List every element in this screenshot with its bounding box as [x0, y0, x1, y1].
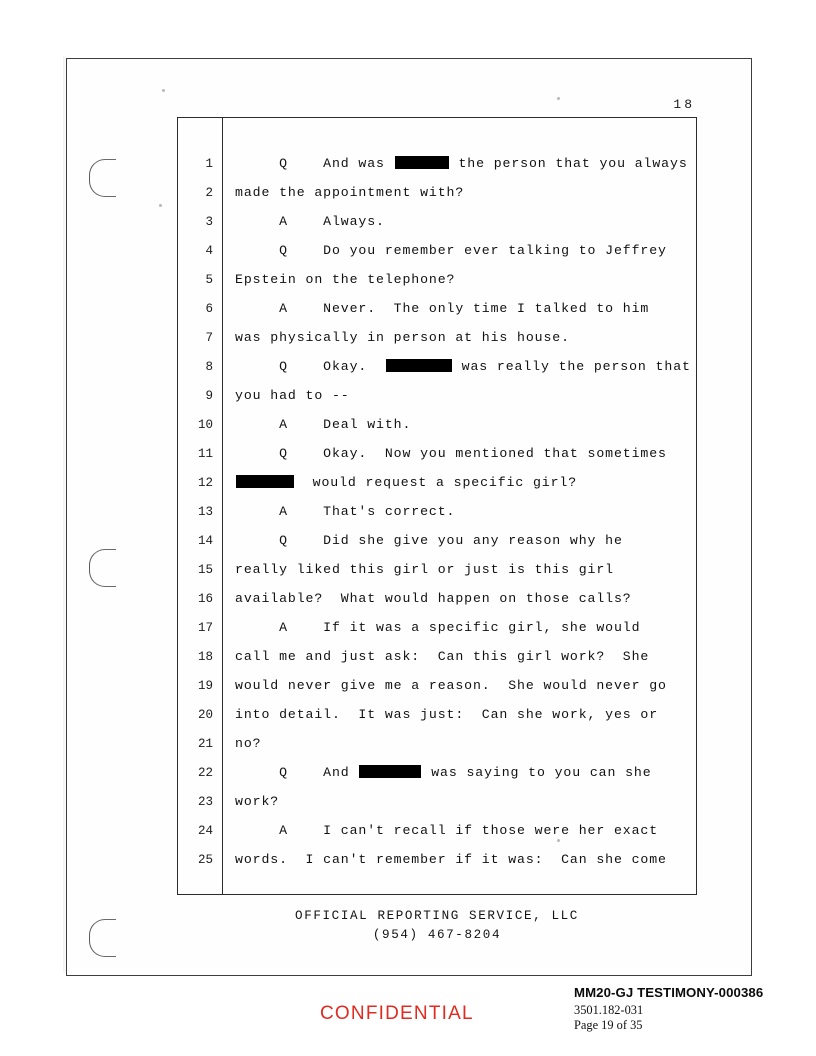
- transcript-line: [178, 185, 696, 214]
- line-number: 16: [197, 592, 213, 606]
- reporter-name: OFFICIAL REPORTING SERVICE, LLC: [295, 909, 579, 923]
- transcript-line: [178, 736, 696, 765]
- line-text: A Deal with.: [235, 417, 412, 432]
- scan-speck: [557, 97, 560, 100]
- transcript-line: [178, 475, 696, 504]
- line-number: 21: [197, 737, 213, 751]
- transcript-line: [178, 446, 696, 475]
- transcript-line: [178, 649, 696, 678]
- line-text: Q And was the person that you always: [235, 156, 688, 171]
- line-number: 23: [197, 795, 213, 809]
- transcript-line: [178, 214, 696, 243]
- transcript-lines: [178, 156, 696, 881]
- line-text: really liked this girl or just is this girl: [235, 562, 614, 577]
- line-text: A That's correct.: [235, 504, 456, 519]
- line-text: no?: [235, 736, 262, 751]
- transcript-line: [178, 678, 696, 707]
- exhibit-number: 3501.182-031: [574, 1003, 644, 1017]
- line-number: 13: [197, 505, 213, 519]
- line-number: 24: [197, 824, 213, 838]
- transcript-line: [178, 417, 696, 446]
- line-text: would never give me a reason. She would never go: [235, 678, 667, 693]
- line-text: Q Okay. Now you mentioned that sometimes: [235, 446, 667, 461]
- transcript-line: [178, 156, 696, 185]
- line-number: 17: [197, 621, 213, 635]
- line-number: 10: [197, 418, 213, 432]
- line-number: 9: [205, 389, 213, 403]
- transcript-line: [178, 504, 696, 533]
- line-number: 4: [205, 244, 213, 258]
- transcript-line: [178, 823, 696, 852]
- line-number: 22: [197, 766, 213, 780]
- transcript-line: [178, 301, 696, 330]
- confidential-stamp: CONFIDENTIAL: [320, 1003, 474, 1024]
- line-text: A Never. The only time I talked to him: [235, 301, 650, 316]
- line-text: Epstein on the telephone?: [235, 272, 456, 287]
- transcript-line: [178, 533, 696, 562]
- transcript-line: [178, 852, 696, 881]
- transcript-line: [178, 591, 696, 620]
- line-text: you had to --: [235, 388, 350, 403]
- line-number: 18: [197, 650, 213, 664]
- redaction-bar: [386, 359, 452, 372]
- transcript-line: [178, 359, 696, 388]
- scan-speck: [162, 89, 165, 92]
- transcript-line: [178, 272, 696, 301]
- line-number: 12: [197, 476, 213, 490]
- line-text: was physically in person at his house.: [235, 330, 570, 345]
- hole-punch-icon: [89, 919, 116, 957]
- hole-punch-icon: [89, 159, 116, 197]
- line-text: Q Okay. was really the person that: [235, 359, 691, 374]
- line-text: Q Did she give you any reason why he: [235, 533, 623, 548]
- page-number: 18: [673, 97, 695, 112]
- line-number: 15: [197, 563, 213, 577]
- redaction-bar: [236, 475, 294, 488]
- line-text: available? What would happen on those calls?: [235, 591, 632, 606]
- transcript-line: [178, 707, 696, 736]
- scan-speck: [159, 204, 162, 207]
- line-text: would request a specific girl?: [222, 475, 696, 490]
- line-number: 19: [197, 679, 213, 693]
- line-number: 6: [205, 302, 213, 316]
- line-text: into detail. It was just: Can she work, yes or: [235, 707, 659, 722]
- scanned-page: [66, 58, 752, 976]
- line-text: Q Do you remember ever talking to Jeffrey: [235, 243, 667, 258]
- reporter-phone: (954) 467-8204: [372, 928, 502, 942]
- line-text: A If it was a specific girl, she would: [235, 620, 641, 635]
- line-number: 14: [197, 534, 213, 548]
- redaction-bar: [359, 765, 421, 778]
- line-number: 5: [205, 273, 213, 287]
- line-text: Q And was saying to you can she: [235, 765, 652, 780]
- line-number: 25: [197, 853, 213, 867]
- line-text: call me and just ask: Can this girl work? She: [235, 649, 650, 664]
- line-number: 7: [205, 331, 213, 345]
- line-number: 8: [205, 360, 213, 374]
- line-number: 11: [197, 447, 213, 461]
- hole-punch-icon: [89, 549, 116, 587]
- page-of-label: Page 19 of 35: [574, 1018, 643, 1032]
- bates-stamp-block: [574, 985, 794, 1033]
- line-text: A Always.: [235, 214, 385, 229]
- transcript-line: [178, 562, 696, 591]
- transcript-line: [178, 388, 696, 417]
- line-number: 3: [205, 215, 213, 229]
- line-number: 2: [205, 186, 213, 200]
- line-text: work?: [235, 794, 280, 809]
- line-number: 20: [197, 708, 213, 722]
- transcript-line: [178, 794, 696, 823]
- transcript-line: [178, 620, 696, 649]
- reporter-footer: [177, 907, 697, 945]
- line-text: A I can't recall if those were her exact: [235, 823, 659, 838]
- line-text: made the appointment with?: [235, 185, 465, 200]
- redaction-bar: [395, 156, 449, 169]
- line-number: 1: [205, 157, 213, 171]
- transcript-body: [177, 117, 697, 895]
- transcript-line: [178, 330, 696, 359]
- bates-number: MM20-GJ TESTIMONY-000386: [574, 985, 764, 1000]
- transcript-line: [178, 243, 696, 272]
- transcript-line: [178, 765, 696, 794]
- line-text: words. I can't remember if it was: Can she come: [235, 852, 667, 867]
